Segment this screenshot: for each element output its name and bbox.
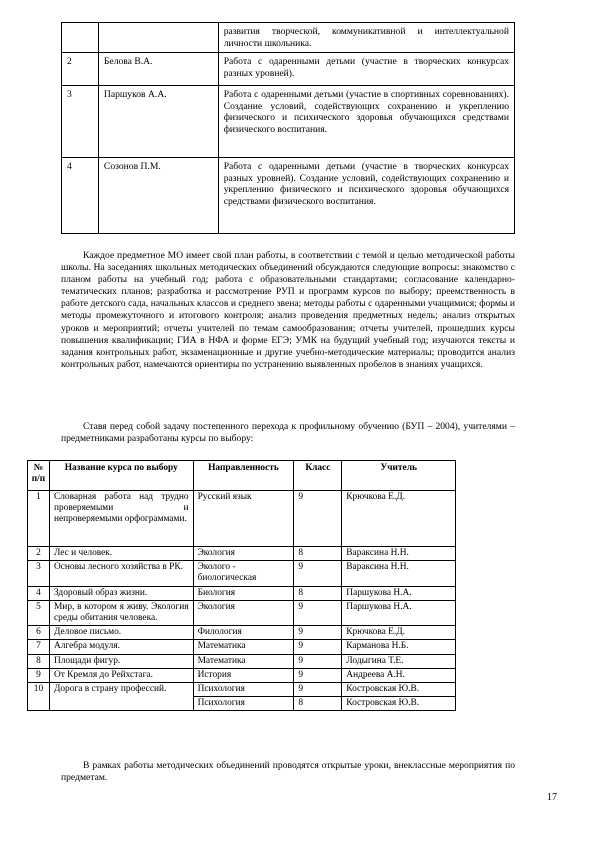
teacher-name: Белова В.А.: [98, 53, 218, 86]
row-number: 5: [28, 600, 50, 625]
col-header-teacher: Учитель: [342, 461, 456, 491]
course-name: Деловое письмо.: [49, 626, 193, 640]
course-teacher: Костровская Ю.В.: [342, 683, 456, 697]
row-number: 4: [62, 158, 99, 234]
course-teacher: Вараксина Н.Н.: [342, 547, 456, 561]
course-grade: 9: [294, 668, 342, 682]
elective-courses-table: [27, 460, 456, 711]
row-number: 4: [28, 586, 50, 600]
col-header-course: Название курса по выбору: [49, 461, 193, 491]
teacher-name: [98, 23, 218, 53]
course-teacher: Паршукова Н.А.: [342, 600, 456, 625]
course-grade: 9: [294, 626, 342, 640]
course-teacher: Карманова Н.Б.: [342, 640, 456, 654]
course-name: Алгебра модуля.: [49, 640, 193, 654]
course-grade: 8: [294, 697, 342, 711]
table-row: [28, 640, 456, 654]
table-row: [62, 158, 515, 234]
course-grade: 9: [294, 600, 342, 625]
course-direction: Психология: [193, 697, 294, 711]
page-number: 17: [547, 792, 557, 803]
work-description: Работа с одаренными детьми (участие в спортивных соревнованиях). Создание условий, содействующих сохранению и укреплению физического и психического здоровья обучающихся средствами физического воспитания.: [218, 86, 514, 158]
course-grade: 9: [294, 683, 342, 697]
course-direction: Психология: [193, 683, 294, 697]
course-grade: 9: [294, 640, 342, 654]
row-number: [62, 23, 99, 53]
teachers-work-table: [61, 22, 515, 234]
row-number: 6: [28, 626, 50, 640]
row-number: 9: [28, 668, 50, 682]
course-teacher: Костровская Ю.В.: [342, 697, 456, 711]
course-grade: 8: [294, 547, 342, 561]
course-grade: 9: [294, 491, 342, 547]
table-row: [28, 683, 456, 697]
course-direction: Биология: [193, 586, 294, 600]
row-number: 2: [62, 53, 99, 86]
paragraph-methodical-work: [61, 250, 515, 371]
course-direction: Эколого - биологическая: [193, 561, 294, 586]
row-number: 7: [28, 640, 50, 654]
table-row: [28, 586, 456, 600]
row-number: 8: [28, 654, 50, 668]
paragraph-text: Ставя перед собой задачу постепенного перехода к профильному обучению (БУП – 2004), учителями – предметниками разработаны курсы по выбору:: [61, 421, 515, 445]
course-name: Площади фигур.: [49, 654, 193, 668]
course-direction: Математика: [193, 640, 294, 654]
course-name: Здоровый образ жизни.: [49, 586, 193, 600]
course-teacher: Крючкова Е.Д.: [342, 491, 456, 547]
course-teacher: Паршукова Н.А.: [342, 586, 456, 600]
course-teacher: Лодыгина Т.Е.: [342, 654, 456, 668]
row-number: 1: [28, 491, 50, 547]
table-row: [62, 86, 515, 158]
course-name: Дорога в страну профессий.: [49, 683, 193, 711]
col-header-grade: Класс: [294, 461, 342, 491]
course-name: Словарная работа над трудно проверяемыми и непроверяемыми орфограммами.: [49, 491, 193, 547]
paragraph-open-lessons: [61, 760, 515, 784]
table-row: [28, 654, 456, 668]
course-name: От Кремля до Рейхстага.: [49, 668, 193, 682]
course-grade: 8: [294, 586, 342, 600]
table-header-row: [28, 461, 456, 491]
teacher-name: Паршуков А.А.: [98, 86, 218, 158]
course-direction: Математика: [193, 654, 294, 668]
course-direction: Экология: [193, 600, 294, 625]
table-row: [28, 547, 456, 561]
course-name: Лес и человек.: [49, 547, 193, 561]
table-row: [62, 23, 515, 53]
table-row: [28, 626, 456, 640]
course-teacher: Крючкова Е.Д.: [342, 626, 456, 640]
teacher-name: Созонов П.М.: [98, 158, 218, 234]
table-row: [28, 491, 456, 547]
col-header-direction: Направленность: [193, 461, 294, 491]
table-row: [62, 53, 515, 86]
paragraph-elective-intro: [61, 421, 515, 445]
table-row: [28, 600, 456, 625]
row-number: 10: [28, 683, 50, 711]
row-number: 3: [62, 86, 99, 158]
course-name: Мир, в котором я живу. Экология среды обитания человека.: [49, 600, 193, 625]
col-header-num: № п/п: [28, 461, 50, 491]
table-row: [28, 668, 456, 682]
course-direction: История: [193, 668, 294, 682]
course-grade: 9: [294, 654, 342, 668]
course-direction: Экология: [193, 547, 294, 561]
row-number: 3: [28, 561, 50, 586]
course-name: Основы лесного хозяйства в РК.: [49, 561, 193, 586]
course-direction: Филология: [193, 626, 294, 640]
course-grade: 9: [294, 561, 342, 586]
course-teacher: Андреева А.Н.: [342, 668, 456, 682]
course-teacher: Вараксина Н.Н.: [342, 561, 456, 586]
course-direction: Русский язык: [193, 491, 294, 547]
work-description: развития творческой, коммуникативной и интеллектуальной личности школьника.: [218, 23, 514, 53]
row-number: 2: [28, 547, 50, 561]
work-description: Работа с одаренными детьми (участие в творческих конкурсах разных уровней). Создание условий, содействующих сохранению и укреплению физического и психического здоровья обучающихся средствами физического воспитания.: [218, 158, 514, 234]
paragraph-text: В рамках работы методических объединений проводятся открытые уроки, внеклассные мероприятия по предметам.: [61, 760, 515, 784]
paragraph-text: Каждое предметное МО имеет свой план работы, в соответствии с темой и целью методической работы школы. На заседаниях школьных методических объединений обсуждаются следующие вопросы: знакомство с планом работы на учебный год; работа с образовательными стандартами; согласование календарно-тематических планов; разработка и рассмотрение РУП и программ курсов по выбору; преемственность в работе детского сада, начальных классов и среднего звена; методы работы с одаренными учащимися; формы и методы промежуточного и итогового контроля; анализ проведения предметных недель; анализ открытых уроков и мероприятий; отчеты учителей по темам самообразования; отчеты учителей, прошедших курсы повышения квалификации; ГИА в НФА и форме ЕГЭ; УМК на будущий учебный год; изучаются тексты и задания контрольных работ, экзаменационные и другие учебно-методические материалы; проводится анализ контрольных работ, намечаются ориентиры по устранению выявленных пробелов в знаниях учащихся.: [61, 250, 515, 370]
work-description: Работа с одаренными детьми (участие в творческих конкурсах разных уровней).: [218, 53, 514, 86]
table-row: [28, 561, 456, 586]
